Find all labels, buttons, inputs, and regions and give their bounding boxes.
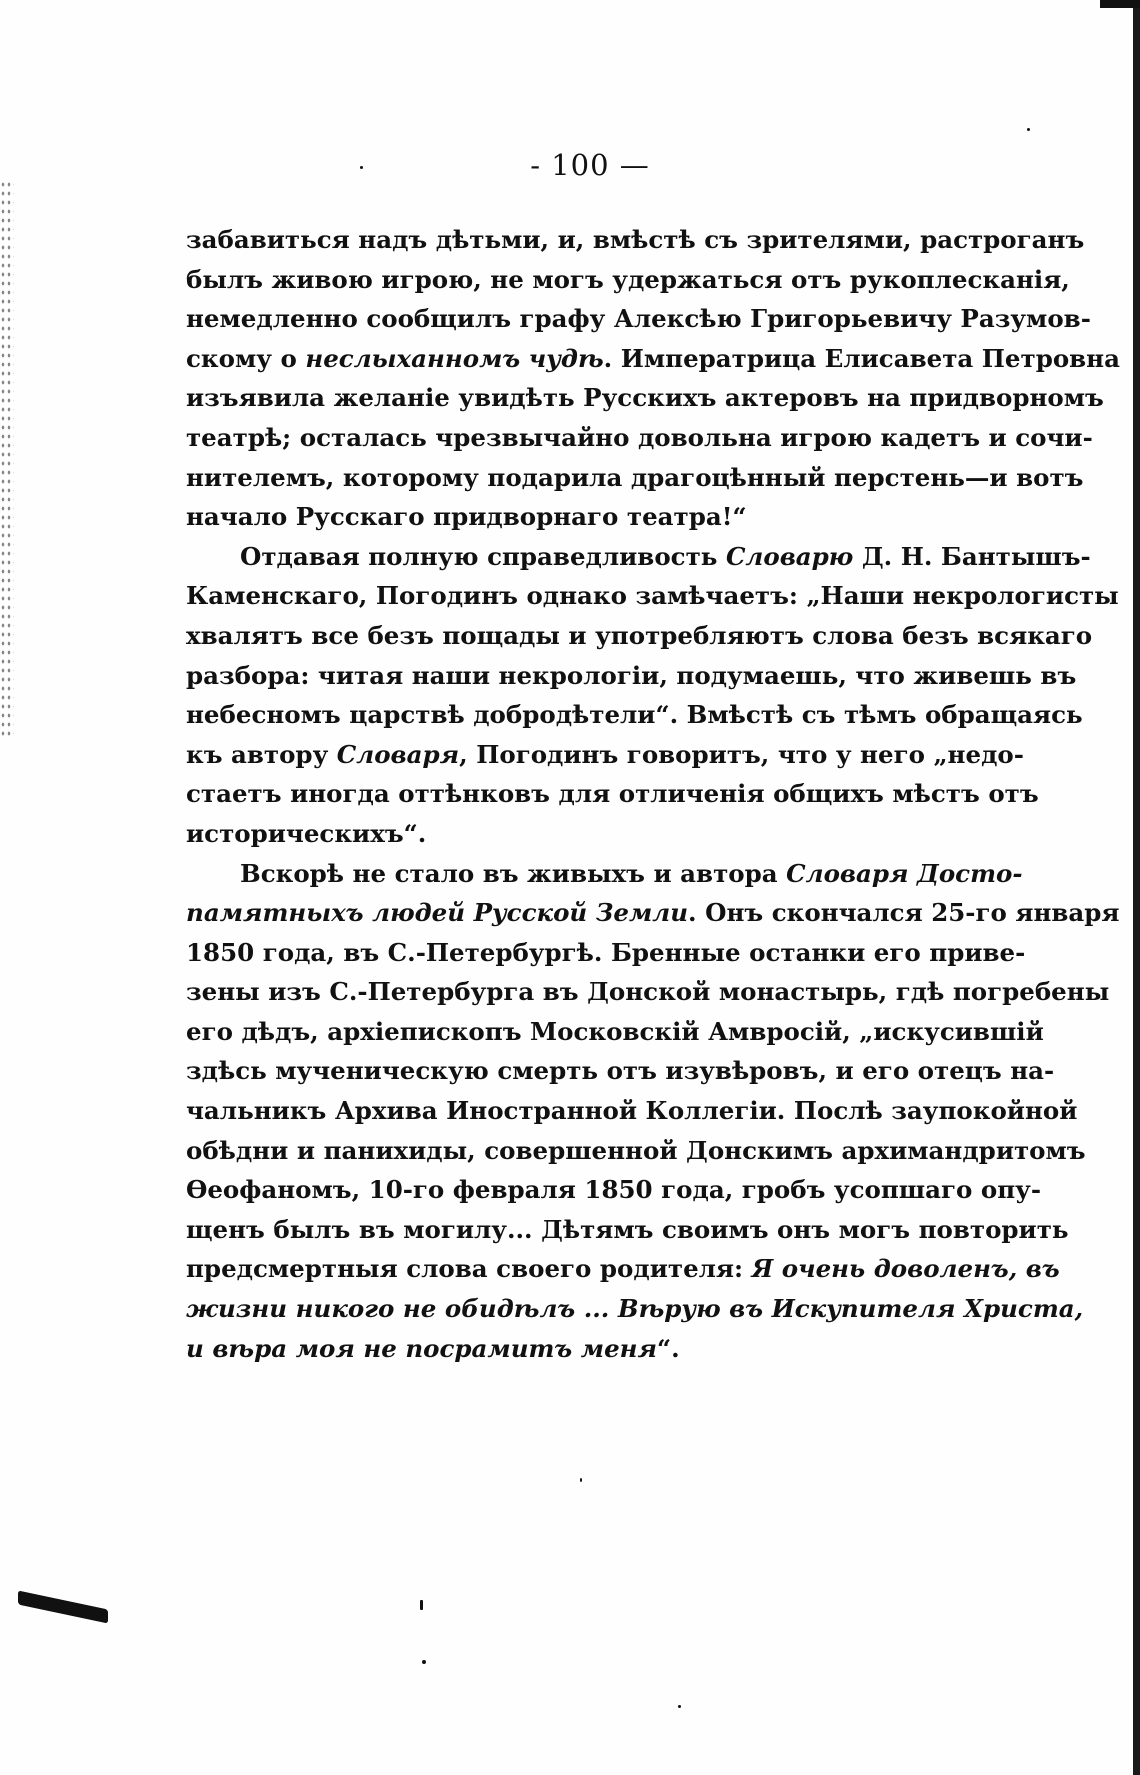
text-line: Каменскаго, Погодинъ однако замѣчаетъ: „Наши некрологисты	[186, 581, 1119, 611]
scan-speck	[420, 1600, 423, 1610]
paragraph-3	[186, 854, 1120, 1369]
italic-phrase: неслыханномъ чудѣ	[305, 343, 604, 373]
text-line	[186, 1289, 1084, 1329]
page-number-value: 100	[551, 148, 610, 182]
scan-edge-right-top	[1100, 0, 1140, 8]
text-line: хвалятъ все безъ пощады и употребляютъ слова безъ всякаго	[186, 620, 1093, 650]
text-line: небесномъ царствѣ добродѣтели“. Вмѣстѣ съ тѣмъ обращаясь	[186, 700, 1083, 730]
text-line: Вскорѣ не стало въ живыхъ и автора Словаря Досто-	[240, 858, 1023, 888]
italic-phrase: Словаря Досто-	[786, 858, 1023, 888]
scan-edge-left	[0, 180, 14, 740]
text-line: чальникъ Архива Иностранной Коллегіи. Послѣ заупокойной	[186, 1096, 1078, 1126]
text-line: здѣсь мученическую смерть отъ изувѣровъ, и его отецъ на-	[186, 1056, 1055, 1086]
scan-speck	[580, 1478, 582, 1482]
text-line: немедленно сообщилъ графу Алексѣю Григорьевичу Разумов-	[186, 304, 1091, 334]
page-number-dash-left: -	[530, 148, 552, 182]
scan-edge-right	[1130, 0, 1140, 1775]
text-line: 1850 года, въ С.-Петербургѣ. Бренные останки его привe-	[186, 937, 1026, 967]
text-line: зены изъ С.-Петербурга въ Донской монастырь, гдѣ погребены	[186, 977, 1110, 1007]
text-line: Ѳеофаномъ, 10-го февраля 1850 года, гробъ усопшаго опу-	[186, 1175, 1041, 1205]
paragraph-1	[186, 220, 1120, 537]
text-line: театрѣ; осталась чрезвычайно довольна игрою кадетъ и сочи-	[186, 422, 1093, 452]
text-line: разбора: читая наши некрологіи, подумаешь, что живешь въ	[186, 660, 1077, 690]
page-number-dash-right: —	[609, 148, 650, 182]
page-number	[0, 148, 1140, 182]
text-line: нителемъ, которому подарила драгоцѣнный перстень—и вотъ	[186, 462, 1084, 492]
scan-speck	[678, 1705, 681, 1708]
paragraph-2	[186, 537, 1119, 854]
text-line: забавиться надъ дѣтьми, и, вмѣстѣ съ зрителями, растроганъ	[186, 225, 1085, 254]
scan-speck	[422, 1660, 426, 1664]
text-line: предсмертныя слова своего родителя: Я очень доволенъ, въ	[186, 1254, 1060, 1284]
scan-smudge	[18, 1590, 108, 1623]
italic-phrase: Я очень доволенъ, въ	[751, 1254, 1060, 1284]
italic-phrase: и вѣра моя не посрамитъ меня	[186, 1333, 658, 1363]
italic-phrase: памятныхъ людей Русской Земли	[186, 898, 689, 928]
text-line: начало Русскаго придворнаго театра!“	[186, 502, 747, 532]
body-text	[186, 220, 1120, 1368]
italic-phrase: Словарю	[725, 541, 854, 571]
text-line: былъ живою игрою, не могъ удержаться отъ рукоплесканія,	[186, 264, 1070, 294]
text-line: Отдавая полную справедливость Словарю Д. Н. Бантышъ-	[240, 541, 1091, 571]
text-line: къ автору Словаря, Погодинъ говоритъ, что у него „недо-	[186, 739, 1024, 769]
text-line: историческихъ“.	[186, 818, 427, 848]
text-line: изъявила желаніе увидѣть Русскихъ актеровъ на придворномъ	[186, 383, 1104, 413]
text-line: щенъ былъ въ могилу... Дѣтямъ своимъ онъ могъ повторить	[186, 1214, 1069, 1244]
scan-speck	[1027, 128, 1030, 131]
text-line: памятныхъ людей Русской Земли. Онъ скончался 25-го января	[186, 898, 1120, 928]
italic-phrase: жизни никого не обидѣлъ ... Вѣрую въ Искупителя Христа,	[186, 1294, 1084, 1324]
italic-phrase: Словаря	[336, 739, 460, 769]
text-line: обѣдни и панихиды, совершенной Донскимъ архимандритомъ	[186, 1135, 1086, 1165]
text-line: и вѣра моя не посрамитъ меня“.	[186, 1333, 680, 1363]
text-line: стаетъ иногда оттѣнковъ для отличенія общихъ мѣстъ отъ	[186, 779, 1039, 809]
text-line: скому о неслыханномъ чудѣ. Императрица Елисавета Петровна	[186, 343, 1120, 373]
text-line: его дѣдъ, архіепископъ Московскій Амвросій, „искусившій	[186, 1016, 1044, 1046]
